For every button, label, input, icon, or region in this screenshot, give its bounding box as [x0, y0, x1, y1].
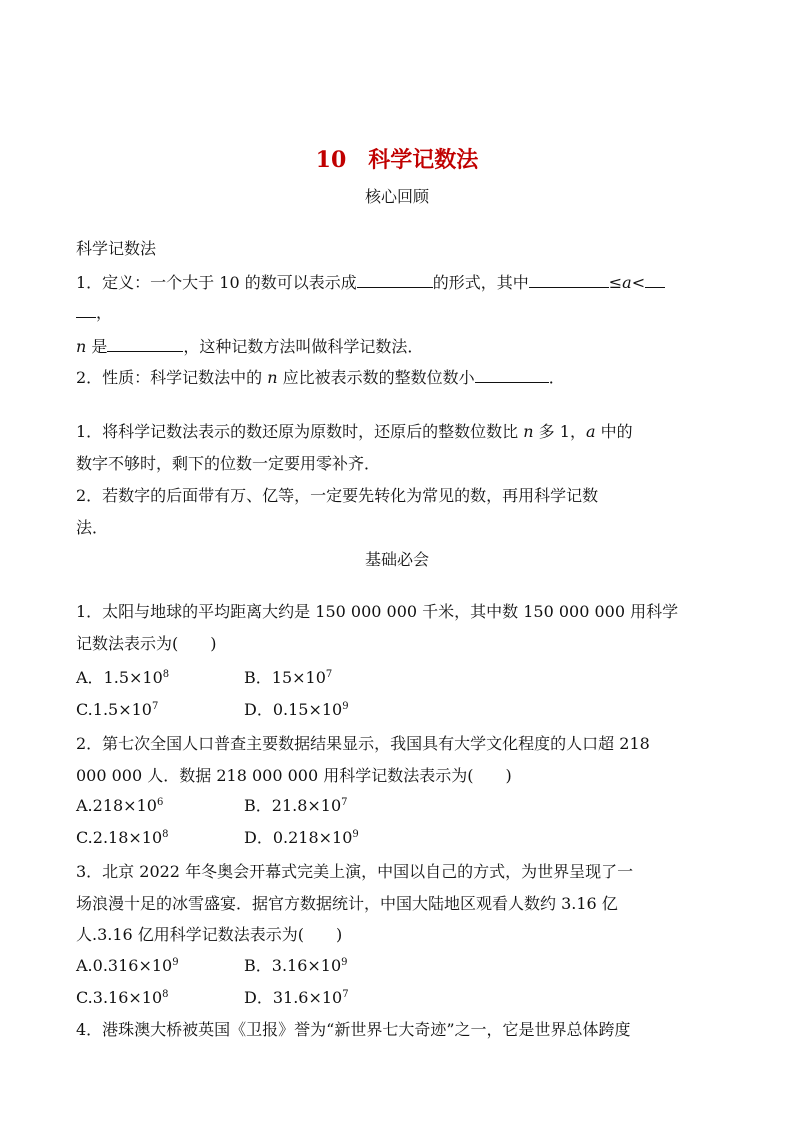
var-a: a: [585, 422, 596, 441]
note-2-line-2: 法．: [76, 518, 109, 537]
option-exponent: 7: [151, 701, 159, 712]
var-a: a: [622, 273, 632, 292]
definition-line-1: [76, 272, 665, 293]
question-2-option-c: [76, 828, 169, 848]
blank-n: [107, 336, 183, 352]
question-4-line-1: 4．港珠澳大桥被英国《卫报》誉为“新世界七大奇迹”之一，它是世界总体跨度: [76, 1020, 631, 1039]
question-3-option-b: [244, 956, 348, 976]
option-exponent: 7: [342, 989, 349, 1000]
option-exponent: 8: [162, 829, 169, 840]
note-1-text-b: 多 1，: [538, 422, 586, 441]
var-n: n: [76, 337, 87, 356]
note-2-line-1: 2．若数字的后面带有万、亿等，一定要先转化为常见的数，再用科学记数: [76, 486, 599, 505]
question-1-line-2: 记数法表示为( ): [76, 634, 217, 653]
question-1-option-c: [76, 700, 158, 720]
question-3-line-3: 人.3.16 亿用科学记数法表示为( ): [76, 925, 343, 944]
var-n: n: [262, 368, 283, 387]
property-prefix: 2．性质：科学记数法中的: [76, 368, 263, 387]
definition-n-is: 是: [86, 337, 108, 356]
option-text: C.1.5×10: [76, 700, 152, 719]
le-sign: ≤: [608, 273, 623, 292]
option-text: A.218×10: [76, 796, 157, 815]
option-exponent: 7: [325, 669, 333, 680]
question-3-line-2: 场浪漫十足的冰雪盛宴．据官方数据统计，中国大陆地区观看人数约 3.16 亿: [76, 894, 618, 913]
question-3-line-1: 3．北京 2022 年冬奥会开幕式完美上演，中国以自己的方式，为世界呈现了一: [76, 862, 634, 881]
question-3-option-c: [76, 988, 169, 1008]
note-1-line-1: [76, 422, 633, 442]
title-text: 科学记数法: [368, 147, 479, 173]
option-exponent: 8: [162, 989, 169, 1000]
blank-lower-bound: [529, 272, 609, 288]
option-text: D．0.15×10: [244, 700, 343, 719]
option-exponent: 9: [341, 957, 348, 968]
option-text: A．1.5×10: [76, 668, 163, 687]
definition-prefix: 1．定义：一个大于 10 的数可以表示成: [76, 273, 357, 292]
option-text: D．31.6×10: [244, 988, 343, 1007]
option-exponent: 9: [342, 701, 349, 712]
property-line: [76, 367, 565, 388]
question-1-option-d: [244, 700, 349, 720]
property-middle: 应比被表示数的整数位数小: [282, 368, 475, 387]
option-text: D．0.218×10: [244, 828, 353, 847]
question-2-line-2: 000 000 人．数据 218 000 000 用科学记数法表示为( ): [76, 766, 512, 785]
question-2-option-b: [244, 796, 348, 816]
property-end: ．: [548, 368, 565, 387]
question-2-option-a: [76, 796, 163, 816]
definition-comma: ，: [96, 303, 113, 322]
question-3-option-d: [244, 988, 349, 1008]
question-3-option-a: [76, 956, 179, 976]
question-1-option-b: [244, 668, 332, 688]
section-heading-basics: 基础必会: [364, 550, 429, 569]
definition-end: ，这种记数方法叫做科学记数法．: [183, 337, 424, 356]
note-1-text-a: 1．将科学记数法表示的数还原为原数时，还原后的整数位数比: [76, 422, 519, 441]
title-number: 10: [315, 147, 347, 173]
question-1-line-1: 1．太阳与地球的平均距离大约是 150 000 000 千米，其中数 150 000 000 用科学: [76, 602, 679, 621]
definition-middle: 的形式，其中: [432, 273, 529, 292]
option-text: B．3.16×10: [244, 956, 342, 975]
blank-form: [357, 272, 433, 288]
option-text: C.2.18×10: [76, 828, 163, 847]
option-text: C.3.16×10: [76, 988, 163, 1007]
option-exponent: 7: [341, 797, 348, 808]
var-n: n: [518, 422, 539, 441]
review-heading: 科学记数法: [76, 239, 157, 258]
blank-upper-bound-a: [645, 272, 665, 288]
option-exponent: 6: [156, 797, 164, 808]
definition-line-3: [76, 336, 423, 357]
section-heading-review: 核心回顾: [364, 187, 429, 206]
option-text: A.0.316×10: [76, 956, 173, 975]
blank-property: [475, 367, 549, 383]
page-title: [0, 146, 794, 174]
definition-line-2: [76, 302, 112, 323]
note-1-line-2: 数字不够时，剩下的位数一定要用零补齐．: [76, 454, 381, 473]
option-exponent: 8: [162, 669, 170, 680]
blank-upper-bound-b: [76, 302, 96, 318]
option-exponent: 9: [352, 829, 359, 840]
lt-sign: <: [631, 273, 646, 292]
option-exponent: 9: [172, 957, 179, 968]
option-text: B．15×10: [244, 668, 326, 687]
note-1-text-c: 中的: [595, 422, 633, 441]
question-1-option-a: [76, 668, 169, 688]
question-2-line-1: 2．第七次全国人口普查主要数据结果显示，我国具有大学文化程度的人口超 218: [76, 734, 650, 753]
question-2-option-d: [244, 828, 359, 848]
option-text: B．21.8×10: [244, 796, 342, 815]
